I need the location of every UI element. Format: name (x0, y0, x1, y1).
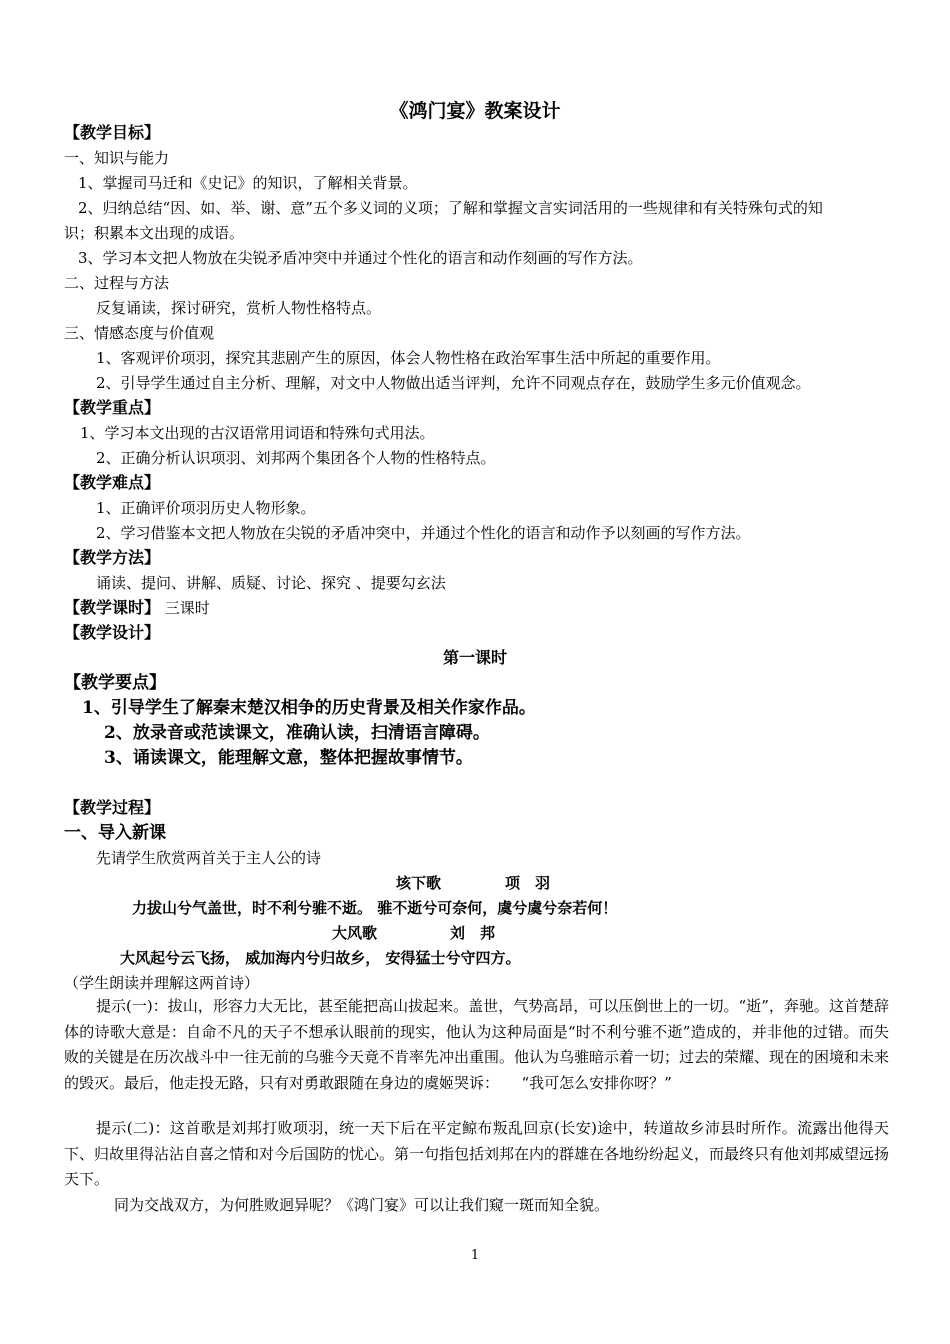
essential-item: 2、放录音或范读课文，准确认读，扫清语言障碍。 (104, 723, 490, 743)
hours-heading: 【教学课时】 (64, 598, 161, 617)
key-point-item: 2、正确分析认识项羽、刘邦两个集团各个人物的性格特点。 (96, 449, 496, 467)
objectives-item: 2、归纳总结“因、如、举、谢、意”五个多义词的义项；了解和掌握文言实词活用的一些规律和有关特殊句式的知 (78, 199, 823, 217)
poem-2-author: 刘 邦 (450, 924, 496, 942)
essentials-heading: 【教学要点】 (64, 673, 166, 693)
hint-paragraph-2: 提示(二)：这首歌是刘邦打败项羽，统一天下后在平定鲸布叛乱回京(长安)途中，转道故乡沛县时所作。流露出他得天下、归故里得沾沾自喜之情和对今后国防的忧心。第一句指包括刘邦在内的群雄在各地纷纷起义，而最终只有他刘邦威望远扬天下。 (64, 1119, 890, 1188)
poem-1-text: 力拔山兮气盖世，时不利兮骓不逝。 骓不逝兮可奈何，虞兮虞兮奈若何！ (132, 899, 618, 917)
methods-heading: 【教学方法】 (64, 548, 161, 567)
objectives-item-continued: 识；积累本文出现的成语。 (64, 224, 245, 242)
essential-item: 1、引导学生了解秦末楚汉相争的历史背景及相关作家作品。 (82, 698, 536, 718)
document-title: 《鸿门宴》教案设计 (389, 100, 561, 122)
poem-2-text: 大风起兮云飞扬， 威加海内兮归故乡， 安得猛士兮守四方。 (120, 949, 521, 967)
lesson-title: 第一课时 (442, 648, 507, 667)
poem-1-author: 项 羽 (505, 874, 551, 892)
objectives-item: 3、学习本文把人物放在尖锐矛盾冲突中并通过个性化的语言和动作刻画的写作方法。 (78, 249, 643, 267)
process-intro: 先请学生欣赏两首关于主人公的诗 (96, 849, 322, 867)
objectives-heading: 【教学目标】 (64, 123, 161, 142)
poem-note: （学生朗读并理解这两首诗） (64, 974, 260, 992)
objectives-section-2-title: 二、过程与方法 (64, 274, 170, 292)
page-number: 1 (470, 1248, 480, 1263)
objectives-item: 1、客观评价项羽，探究其悲剧产生的原因，体会人物性格在政治军事生活中所起的重要作用。 (96, 349, 721, 367)
hours-text: 三课时 (164, 599, 210, 617)
closing-text: 同为交战双方，为何胜败迥异呢？《鸿门宴》可以让我们窥一斑而知全貌。 (114, 1196, 610, 1214)
poem-1-title: 垓下歌 (396, 874, 442, 892)
poem-2-title: 大风歌 (332, 924, 378, 942)
objectives-section-1-title: 一、知识与能力 (64, 149, 170, 167)
difficulties-heading: 【教学难点】 (64, 473, 161, 492)
process-step-title: 一、导入新课 (64, 823, 166, 843)
hint-paragraph-1: 提示(一)：拔山，形容力大无比，甚至能把高山拔起来。盖世，气势高昂，可以压倒世上的一切。“逝”，奔驰。这首楚辞体的诗歌大意是：自命不凡的天子不想承认眼前的现实，他认为这种局面是“时不利兮骓不逝”造成的，并非他的过错。而失败的关键是在历次战斗中一往无前的乌骓今天竟不肯率先冲出重围。他认为乌骓暗示着一切；过去的荣耀、现在的困境和未来的毁灭。最后，他走投无路，只有对勇敢跟随在身边的虞姬哭诉： “我可怎么安排你呀？” (64, 997, 890, 1092)
difficulty-item: 1、正确评价项羽历史人物形象。 (96, 499, 316, 517)
methods-text: 诵读、提问、讲解、质疑、讨论、探究 、提要勾玄法 (96, 574, 446, 592)
objectives-item: 2、引导学生通过自主分析、理解，对文中人物做出适当评判，允许不同观点存在，鼓励学生多元价值观念。 (96, 374, 811, 392)
process-heading: 【教学过程】 (64, 798, 161, 817)
difficulty-item: 2、学习借鉴本文把人物放在尖锐的矛盾冲突中，并通过个性化的语言和动作予以刻画的写作方法。 (96, 524, 751, 542)
key-point-item: 1、学习本文出现的古汉语常用词语和特殊句式用法。 (80, 424, 435, 442)
design-heading: 【教学设计】 (64, 623, 161, 642)
hours-line (64, 597, 210, 619)
objectives-section-3-title: 三、情感态度与价值观 (64, 324, 215, 342)
objectives-item: 1、掌握司马迁和《史记》的知识，了解相关背景。 (78, 174, 418, 192)
objectives-section-2-text: 反复诵读，探讨研究，赏析人物性格特点。 (96, 299, 382, 317)
key-points-heading: 【教学重点】 (64, 398, 161, 417)
essential-item: 3、诵读课文，能理解文意，整体把握故事情节。 (104, 748, 473, 768)
